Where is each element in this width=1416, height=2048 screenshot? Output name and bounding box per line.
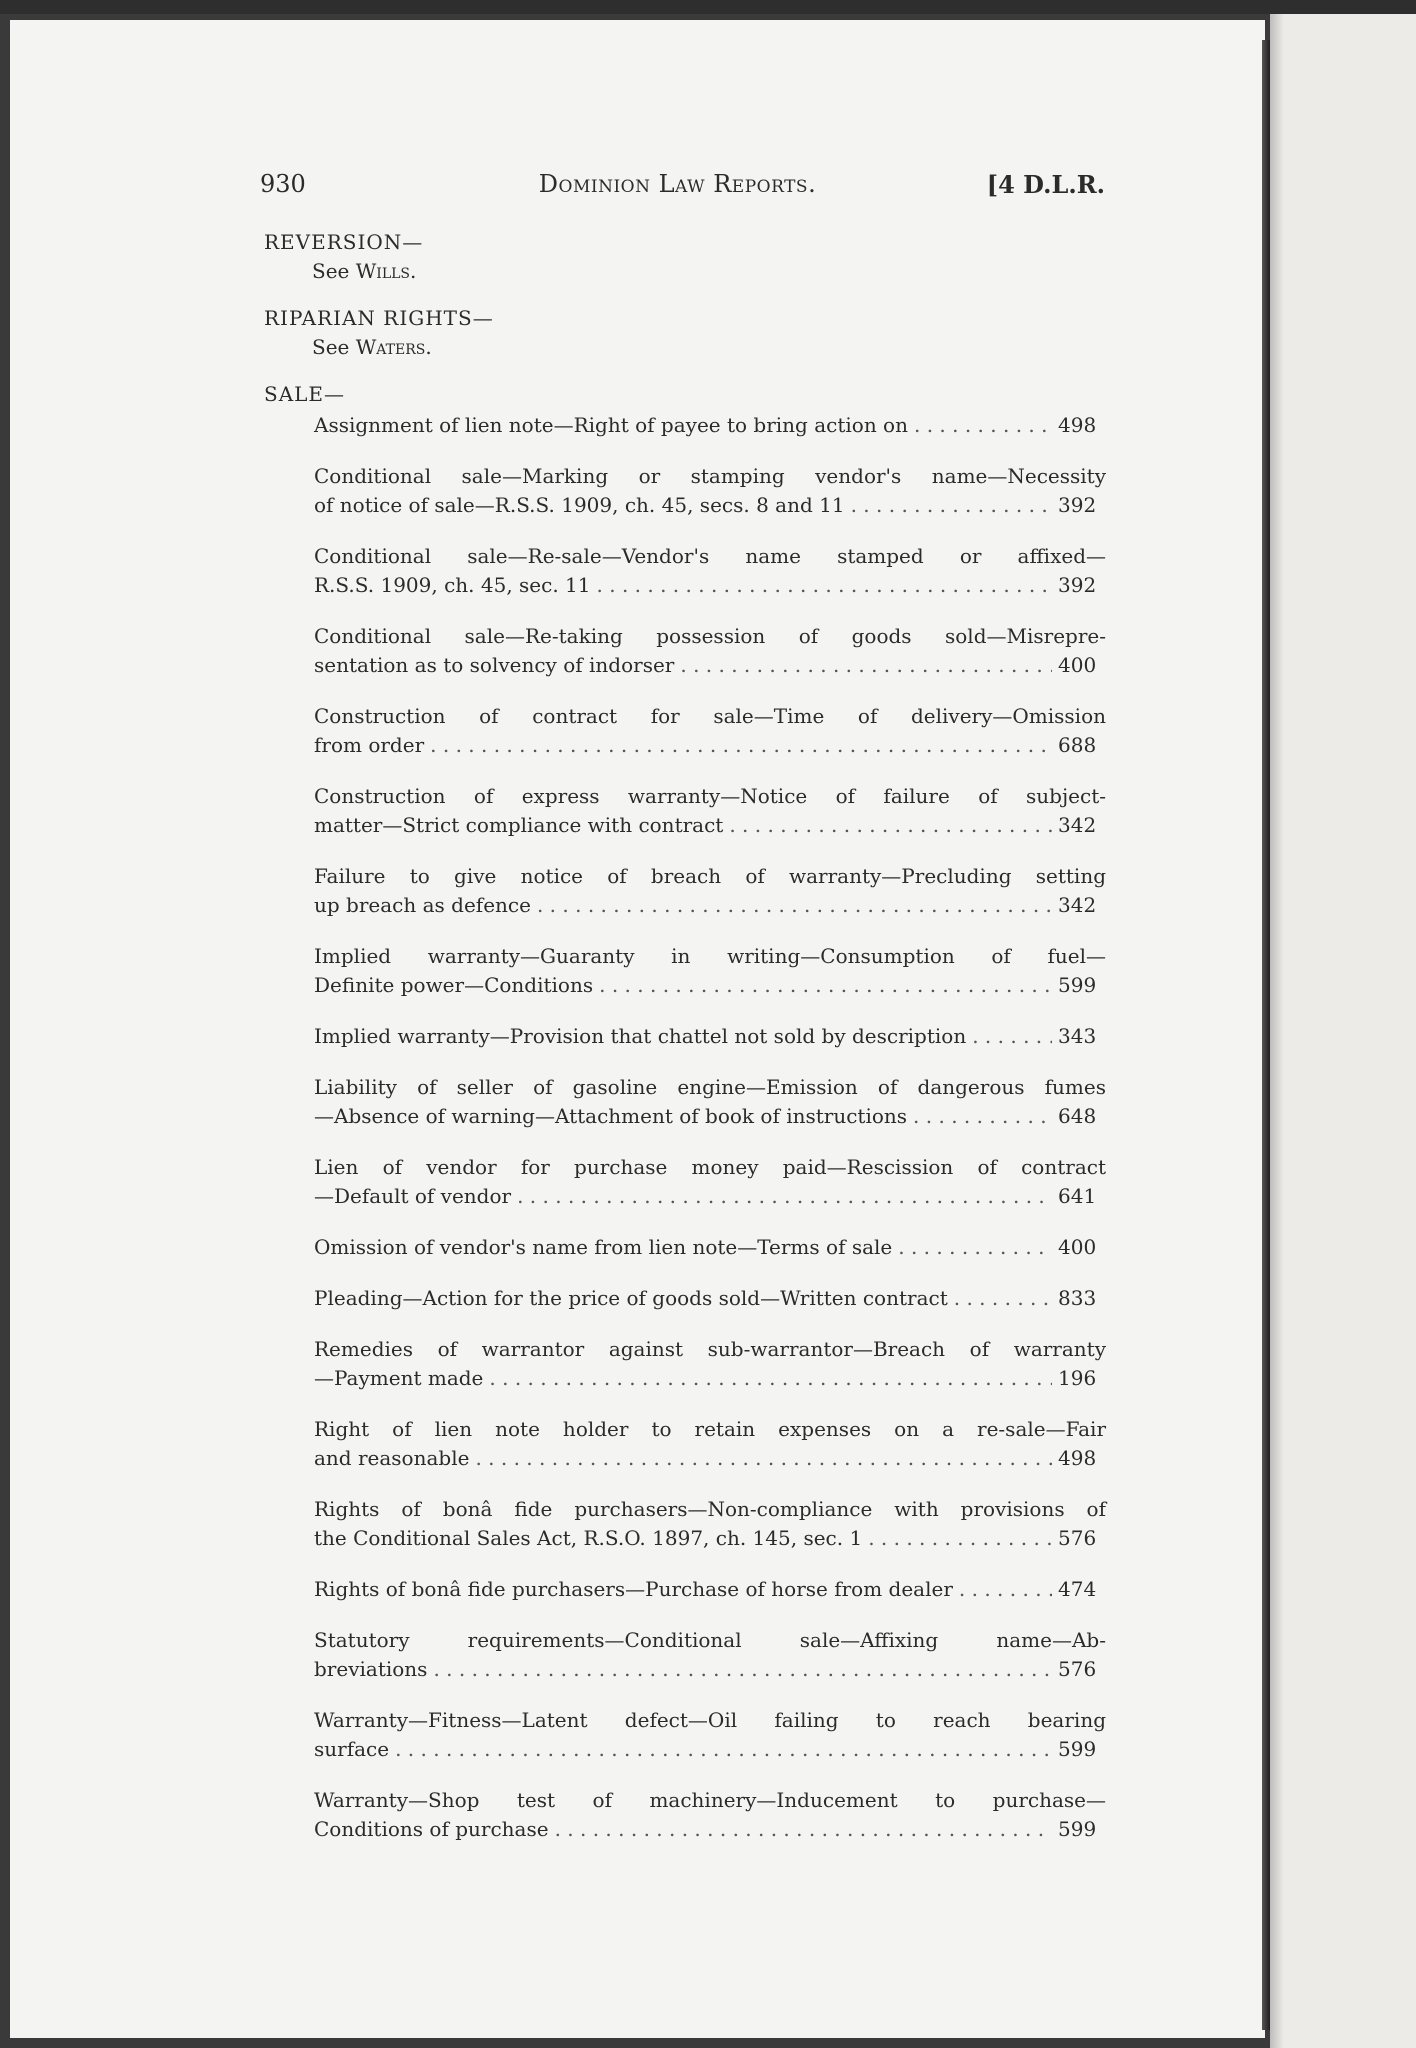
entry-page-number: 576: [1058, 1657, 1097, 1681]
index-entry: [314, 1233, 1106, 1262]
index-section-reversion: [264, 228, 1106, 286]
entry-final-line: [314, 1182, 1106, 1211]
entry-page-number: 576: [1058, 1526, 1097, 1550]
see-prefix: See: [312, 335, 350, 359]
entry-page-number: 400: [1058, 1235, 1097, 1259]
entry-final-line: [314, 1575, 1106, 1604]
entry-text-line: —Absence of warning—Attachment of book of instructions: [314, 1104, 908, 1128]
entry-page-number: 688: [1058, 733, 1097, 757]
index-entry: [314, 462, 1106, 520]
see-ref: Wills.: [355, 259, 417, 283]
leader-dots: [954, 1284, 1052, 1313]
page-gutter-shadow: [1262, 40, 1270, 2030]
cross-reference: [312, 257, 1106, 286]
entry-text-line: —Default of vendor: [314, 1184, 512, 1208]
entry-final-line: [314, 651, 1106, 680]
entry-page-number: 392: [1058, 573, 1097, 597]
index-entry: [314, 782, 1106, 840]
entry-text-line: Conditions of purchase: [314, 1817, 549, 1841]
entry-text-line: sentation as to solvency of indorser: [314, 653, 675, 677]
index-entry: [314, 702, 1106, 760]
entry-page-number: 196: [1058, 1366, 1097, 1390]
leader-dots: [537, 891, 1052, 920]
entry-page-number: 599: [1058, 1817, 1097, 1841]
leader-dots: [898, 1233, 1052, 1262]
sale-entries: [314, 411, 1106, 1844]
index-entry: [314, 862, 1106, 920]
leader-dots: [597, 571, 1052, 600]
entry-text-line: Warranty—Shop test of machinery—Inducement to purchase—: [314, 1788, 1106, 1812]
index-entry: [314, 1073, 1106, 1131]
leader-dots: [433, 1655, 1052, 1684]
entry-text-line: Construction of contract for sale—Time of delivery—Omission: [314, 704, 1106, 728]
entry-final-line: [314, 811, 1106, 840]
entry-page-number: 641: [1058, 1184, 1097, 1208]
entry-page-number: 498: [1058, 413, 1097, 437]
volume-label: [4 D.L.R.: [986, 170, 1105, 199]
entry-text-line: Failure to give notice of breach of warranty—Precluding setting: [314, 864, 1106, 888]
see-prefix: See: [312, 259, 350, 283]
entry-text-line: Implied warranty—Guaranty in writing—Consumption of fuel—: [314, 944, 1106, 968]
index-section-sale: [264, 380, 1106, 1844]
leader-dots: [475, 1444, 1052, 1473]
entry-text-line: Conditional sale—Re-taking possession of goods sold—Misrepre-: [314, 624, 1106, 648]
entry-final-line: [314, 891, 1106, 920]
running-header: [250, 170, 1105, 210]
leader-dots: [517, 1182, 1052, 1211]
entry-text-line: —Payment made: [314, 1366, 484, 1390]
index-entry: [314, 1153, 1106, 1211]
section-heading: REVERSION—: [264, 230, 424, 254]
leader-dots: [395, 1735, 1052, 1764]
index-entry: [314, 622, 1106, 680]
section-heading: SALE—: [264, 382, 346, 406]
index-entry: [314, 1495, 1106, 1553]
entry-text-line: Pleading—Action for the price of goods sold—Written contract: [314, 1286, 948, 1310]
leader-dots: [913, 1102, 1052, 1131]
index-entry: [314, 1415, 1106, 1473]
entry-text-line: Rights of bonâ fide purchasers—Purchase of horse from dealer: [314, 1577, 953, 1601]
entry-page-number: 648: [1058, 1104, 1097, 1128]
entry-text-line: of notice of sale—R.S.S. 1909, ch. 45, secs. 8 and 11: [314, 493, 845, 517]
leader-dots: [914, 411, 1052, 440]
leader-dots: [489, 1364, 1052, 1393]
leader-dots: [555, 1815, 1052, 1844]
entry-final-line: [314, 1022, 1106, 1051]
entry-text-line: Omission of vendor's name from lien note—Terms of sale: [314, 1235, 893, 1259]
entry-page-number: 474: [1058, 1577, 1097, 1601]
leader-dots: [959, 1575, 1052, 1604]
entry-text-line: breviations: [314, 1657, 428, 1681]
entry-text-line: Right of lien note holder to retain expenses on a re-sale—Fair: [314, 1417, 1106, 1441]
leader-dots: [599, 971, 1052, 1000]
entry-text-line: R.S.S. 1909, ch. 45, sec. 11: [314, 573, 591, 597]
index-content: [264, 228, 1106, 1866]
entry-final-line: [314, 1524, 1106, 1553]
see-ref: Waters.: [355, 335, 432, 359]
entry-page-number: 342: [1058, 893, 1097, 917]
leader-dots: [851, 491, 1052, 520]
entry-final-line: [314, 491, 1106, 520]
entry-text-line: Implied warranty—Provision that chattel not sold by description: [314, 1024, 967, 1048]
index-entry: [314, 1575, 1106, 1604]
entry-text-line: Lien of vendor for purchase money paid—Rescission of contract: [314, 1155, 1106, 1179]
entry-final-line: [314, 1284, 1106, 1313]
entry-final-line: [314, 731, 1106, 760]
leader-dots: [729, 811, 1052, 840]
index-entry: [314, 1706, 1106, 1764]
entry-text-line: matter—Strict compliance with contract: [314, 813, 724, 837]
entry-page-number: 392: [1058, 493, 1097, 517]
entry-final-line: [314, 1444, 1106, 1473]
entry-page-number: 599: [1058, 1737, 1097, 1761]
leader-dots: [972, 1022, 1052, 1051]
entry-text-line: and reasonable: [314, 1446, 470, 1470]
entry-text-line: Liability of seller of gasoline engine—Emission of dangerous fumes: [314, 1075, 1106, 1099]
scan-border: [0, 0, 1416, 14]
index-entry: [314, 1284, 1106, 1313]
index-entry: [314, 1022, 1106, 1051]
entry-text-line: Definite power—Conditions: [314, 973, 594, 997]
entry-text-line: Assignment of lien note—Right of payee to bring action on: [314, 413, 908, 437]
index-section-riparian-rights: [264, 304, 1106, 362]
entry-text-line: Conditional sale—Marking or stamping vendor's name—Necessity: [314, 464, 1106, 488]
entry-final-line: [314, 1364, 1106, 1393]
leader-dots: [680, 651, 1052, 680]
entry-text-line: Construction of express warranty—Notice of failure of subject-: [314, 784, 1106, 808]
entry-text-line: up breach as defence: [314, 893, 531, 917]
entry-final-line: [314, 571, 1106, 600]
leader-dots: [868, 1524, 1052, 1553]
entry-text-line: surface: [314, 1737, 390, 1761]
entry-final-line: [314, 971, 1106, 1000]
index-entry: [314, 942, 1106, 1000]
entry-text-line: Remedies of warrantor against sub-warrantor—Breach of warranty: [314, 1337, 1106, 1361]
entry-final-line: [314, 411, 1106, 440]
entry-final-line: [314, 1233, 1106, 1262]
entry-text-line: Rights of bonâ fide purchasers—Non-compliance with provisions of: [314, 1497, 1106, 1521]
facing-page-edge: [1270, 14, 1416, 2048]
entry-text-line: from order: [314, 733, 425, 757]
index-entry: [314, 1786, 1106, 1844]
journal-title: Dominion Law Reports.: [538, 170, 817, 198]
entry-page-number: 343: [1058, 1024, 1097, 1048]
entry-page-number: 599: [1058, 973, 1097, 997]
section-heading: RIPARIAN RIGHTS—: [264, 306, 494, 330]
entry-text-line: Warranty—Fitness—Latent defect—Oil failing to reach bearing: [314, 1708, 1106, 1732]
cross-reference: [312, 333, 1106, 362]
index-entry: [314, 1626, 1106, 1684]
entry-final-line: [314, 1735, 1106, 1764]
entry-final-line: [314, 1815, 1106, 1844]
entry-text-line: Statutory requirements—Conditional sale—Affixing name—Ab-: [314, 1628, 1106, 1652]
page-number: 930: [260, 170, 306, 198]
entry-page-number: 400: [1058, 653, 1097, 677]
entry-page-number: 833: [1058, 1286, 1097, 1310]
index-entry: [314, 1335, 1106, 1393]
leader-dots: [430, 731, 1052, 760]
entry-final-line: [314, 1102, 1106, 1131]
entry-page-number: 342: [1058, 813, 1097, 837]
entry-final-line: [314, 1655, 1106, 1684]
index-entry: [314, 542, 1106, 600]
entry-text-line: Conditional sale—Re-sale—Vendor's name stamped or affixed—: [314, 544, 1106, 568]
entry-text-line: the Conditional Sales Act, R.S.O. 1897, ch. 145, sec. 1: [314, 1526, 863, 1550]
entry-page-number: 498: [1058, 1446, 1097, 1470]
index-entry: [314, 411, 1106, 440]
